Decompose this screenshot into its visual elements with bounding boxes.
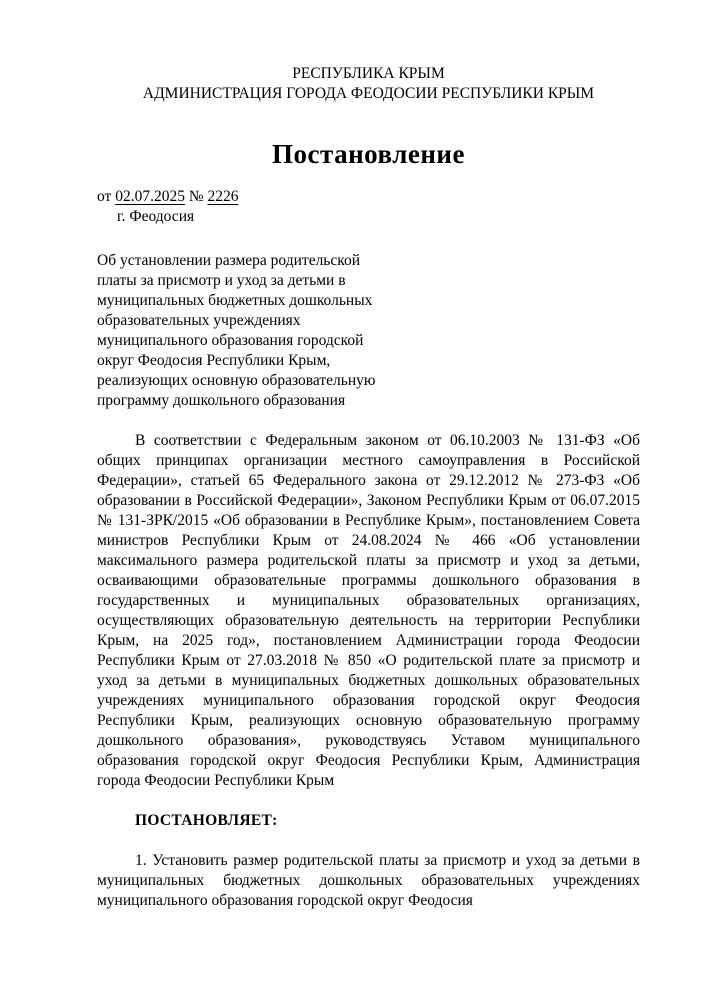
number-value: 2226 — [207, 188, 239, 205]
preamble-paragraph: В соответствии с Федеральным законом от 06.10.2003 № 131-ФЗ «Об общих принципах организации местного самоуправления в Российской Федерации», статьей 65 Федерального закона от 29.12.2012 № 273-ФЗ «Об образовании в Российской Федерации», Законом Республики Крым от 06.07.2015 № 131-ЗРК/2015 «Об образовании в Республике Крым», постановлением Совета министров Республики Крым от 24.08.2024 № 466 «Об установлении максимального размера родительской платы за присмотр и уход за детьми, осваивающими образовательные программы дошкольного образования в государственных и муниципальных образовательных организациях, осуществляющих образовательную деятельность на территории Республики Крым, на 2025 год», постановлением Администрации города Феодосии Республики Крым от 27.03.2018 № 850 «О родительской плате за присмотр и уход за детьми в муниципальных бюджетных дошкольных образовательных учреждениях муниципального образования городской округ Феодосия Республики Крым, реализующих основную образовательную программу дошкольного образования», руководствуясь Уставом муниципального образования городской округ Феодосия Республики Крым, Администрация города Феодосии Республики Крым — [97, 432, 640, 789]
subject-paragraph — [97, 251, 640, 411]
subject-line: Об установлении размера родительской — [97, 252, 361, 269]
org-header — [97, 64, 640, 104]
org-name-line1: РЕСПУБЛИКА КРЫМ — [292, 65, 445, 82]
subject-line: образовательных учреждениях — [97, 312, 301, 329]
number-sign: № — [188, 188, 204, 205]
org-name-line2: АДМИНИСТРАЦИЯ ГОРОДА ФЕОДОСИИ РЕСПУБЛИКИ КРЫМ — [142, 85, 595, 102]
subject-line: округ Феодосия Республики Крым, — [97, 352, 331, 369]
subject-line: платы за присмотр и уход за детьми в — [97, 272, 346, 289]
date-value: 02.07.2025 — [115, 188, 185, 205]
subject-line: муниципального образования городской — [97, 332, 364, 349]
place-line: г. Феодосия — [117, 208, 195, 225]
resolution-heading: ПОСТАНОВЛЯЕТ: — [135, 812, 278, 829]
subject-line: реализующих основную образовательную — [97, 372, 376, 389]
document-title: Постановление — [272, 139, 465, 169]
date-prefix: от — [97, 188, 112, 205]
subject-line: муниципальных бюджетных дошкольных — [97, 292, 373, 309]
date-number-line — [97, 187, 640, 207]
subject-line: программу дошкольного образования — [97, 392, 346, 409]
item-1-paragraph: 1. Установить размер родительской платы за присмотр и уход за детьми в муниципальных бюджетных дошкольных образовательных учреждениях муниципального образования городской округ Феодосия — [97, 852, 640, 909]
